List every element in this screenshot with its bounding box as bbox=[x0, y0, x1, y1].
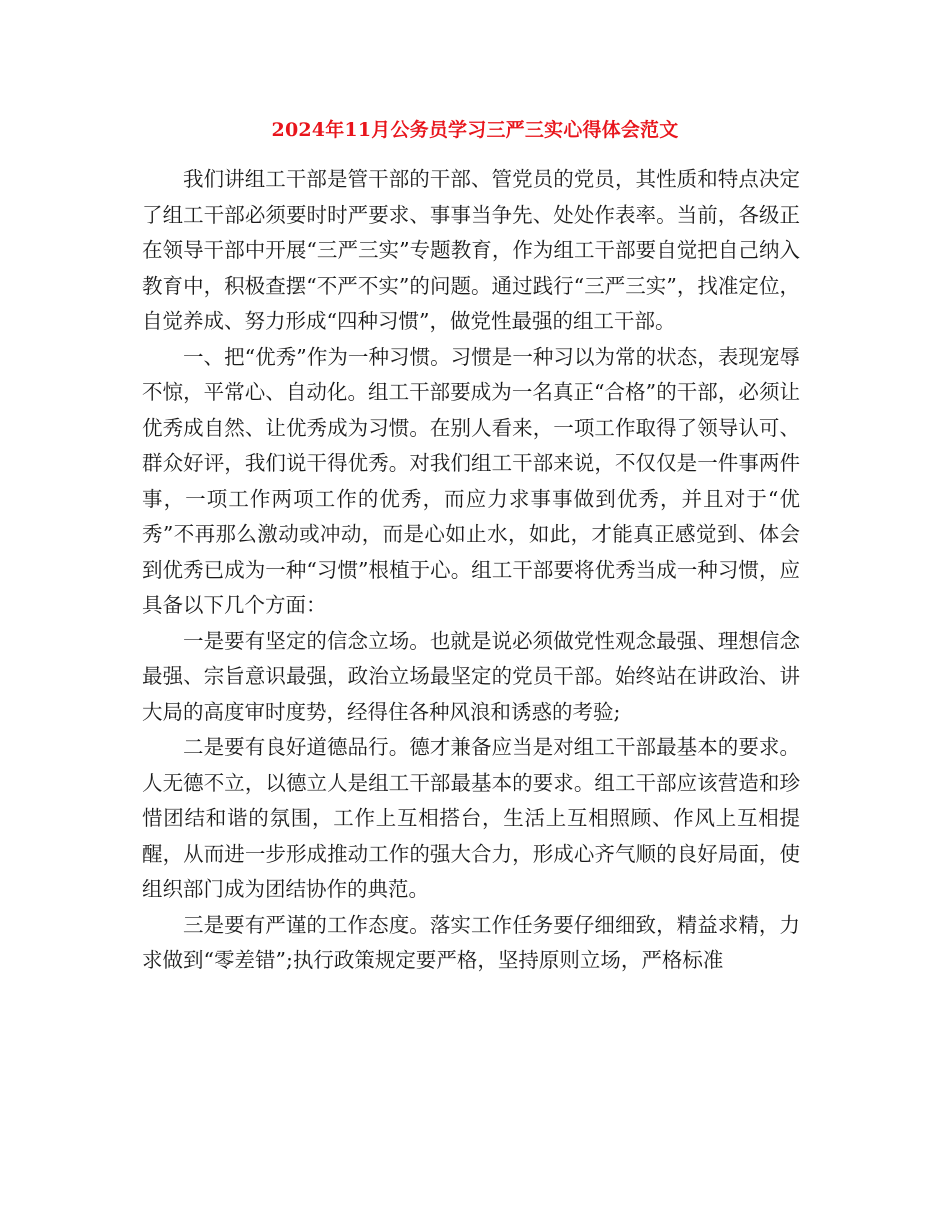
document-body bbox=[142, 162, 800, 979]
paragraph-intro: 我们讲组工干部是管干部的干部、管党员的党员，其性质和特点决定了组工干部必须要时时严要求、事事当争先、处处作表率。当前，各级正在领导干部中开展“三严三实”专题教育，作为组工干部要自觉把自己纳入教育中，积极查摆“不严不实”的问题。通过践行“三严三实”，找准定位，自觉养成、努力形成“四种习惯”，做党性最强的组工干部。 bbox=[142, 167, 800, 333]
paragraph-section-1: 一、把“优秀”作为一种习惯。习惯是一种习以为常的状态，表现宠辱不惊，平常心、自动化。组工干部要成为一名真正“合格”的干部，必须让优秀成自然、让优秀成为习惯。在别人看来，一项工作取得了领导认可、群众好评，我们说干得优秀。对我们组工干部来说，不仅仅是一件事两件事，一项工作两项工作的优秀，而应力求事事做到优秀，并且对于“优秀”不再那么激动或冲动，而是心如止水，如此，才能真正感觉到、体会到优秀已成为一种“习惯”根植于心。组工干部要将优秀当成一种习惯，应具备以下几个方面： bbox=[142, 344, 800, 617]
paragraph-point-2: 二是要有良好道德品行。德才兼备应当是对组工干部最基本的要求。人无德不立，以德立人是组工干部最基本的要求。组工干部应该营造和珍惜团结和谐的氛围，工作上互相搭台，生活上互相照顾、作风上互相提醒，从而进一步形成推动工作的强大合力，形成心齐气顺的良好局面，使组织部门成为团结协作的典范。 bbox=[142, 735, 800, 901]
document-title: 2024年11月公务员学习三严三实心得体会范文 bbox=[271, 119, 679, 141]
paragraph-point-1: 一是要有坚定的信念立场。也就是说必须做党性观念最强、理想信念最强、宗旨意识最强，政治立场最坚定的党员干部。始终站在讲政治、讲大局的高度审时度势，经得住各种风浪和诱惑的考验; bbox=[142, 628, 800, 724]
paragraph-point-3: 三是要有严谨的工作态度。落实工作任务要仔细细致，精益求精，力求做到“零差错”;执行政策规定要严格，坚持原则立场，严格标准 bbox=[142, 912, 800, 972]
